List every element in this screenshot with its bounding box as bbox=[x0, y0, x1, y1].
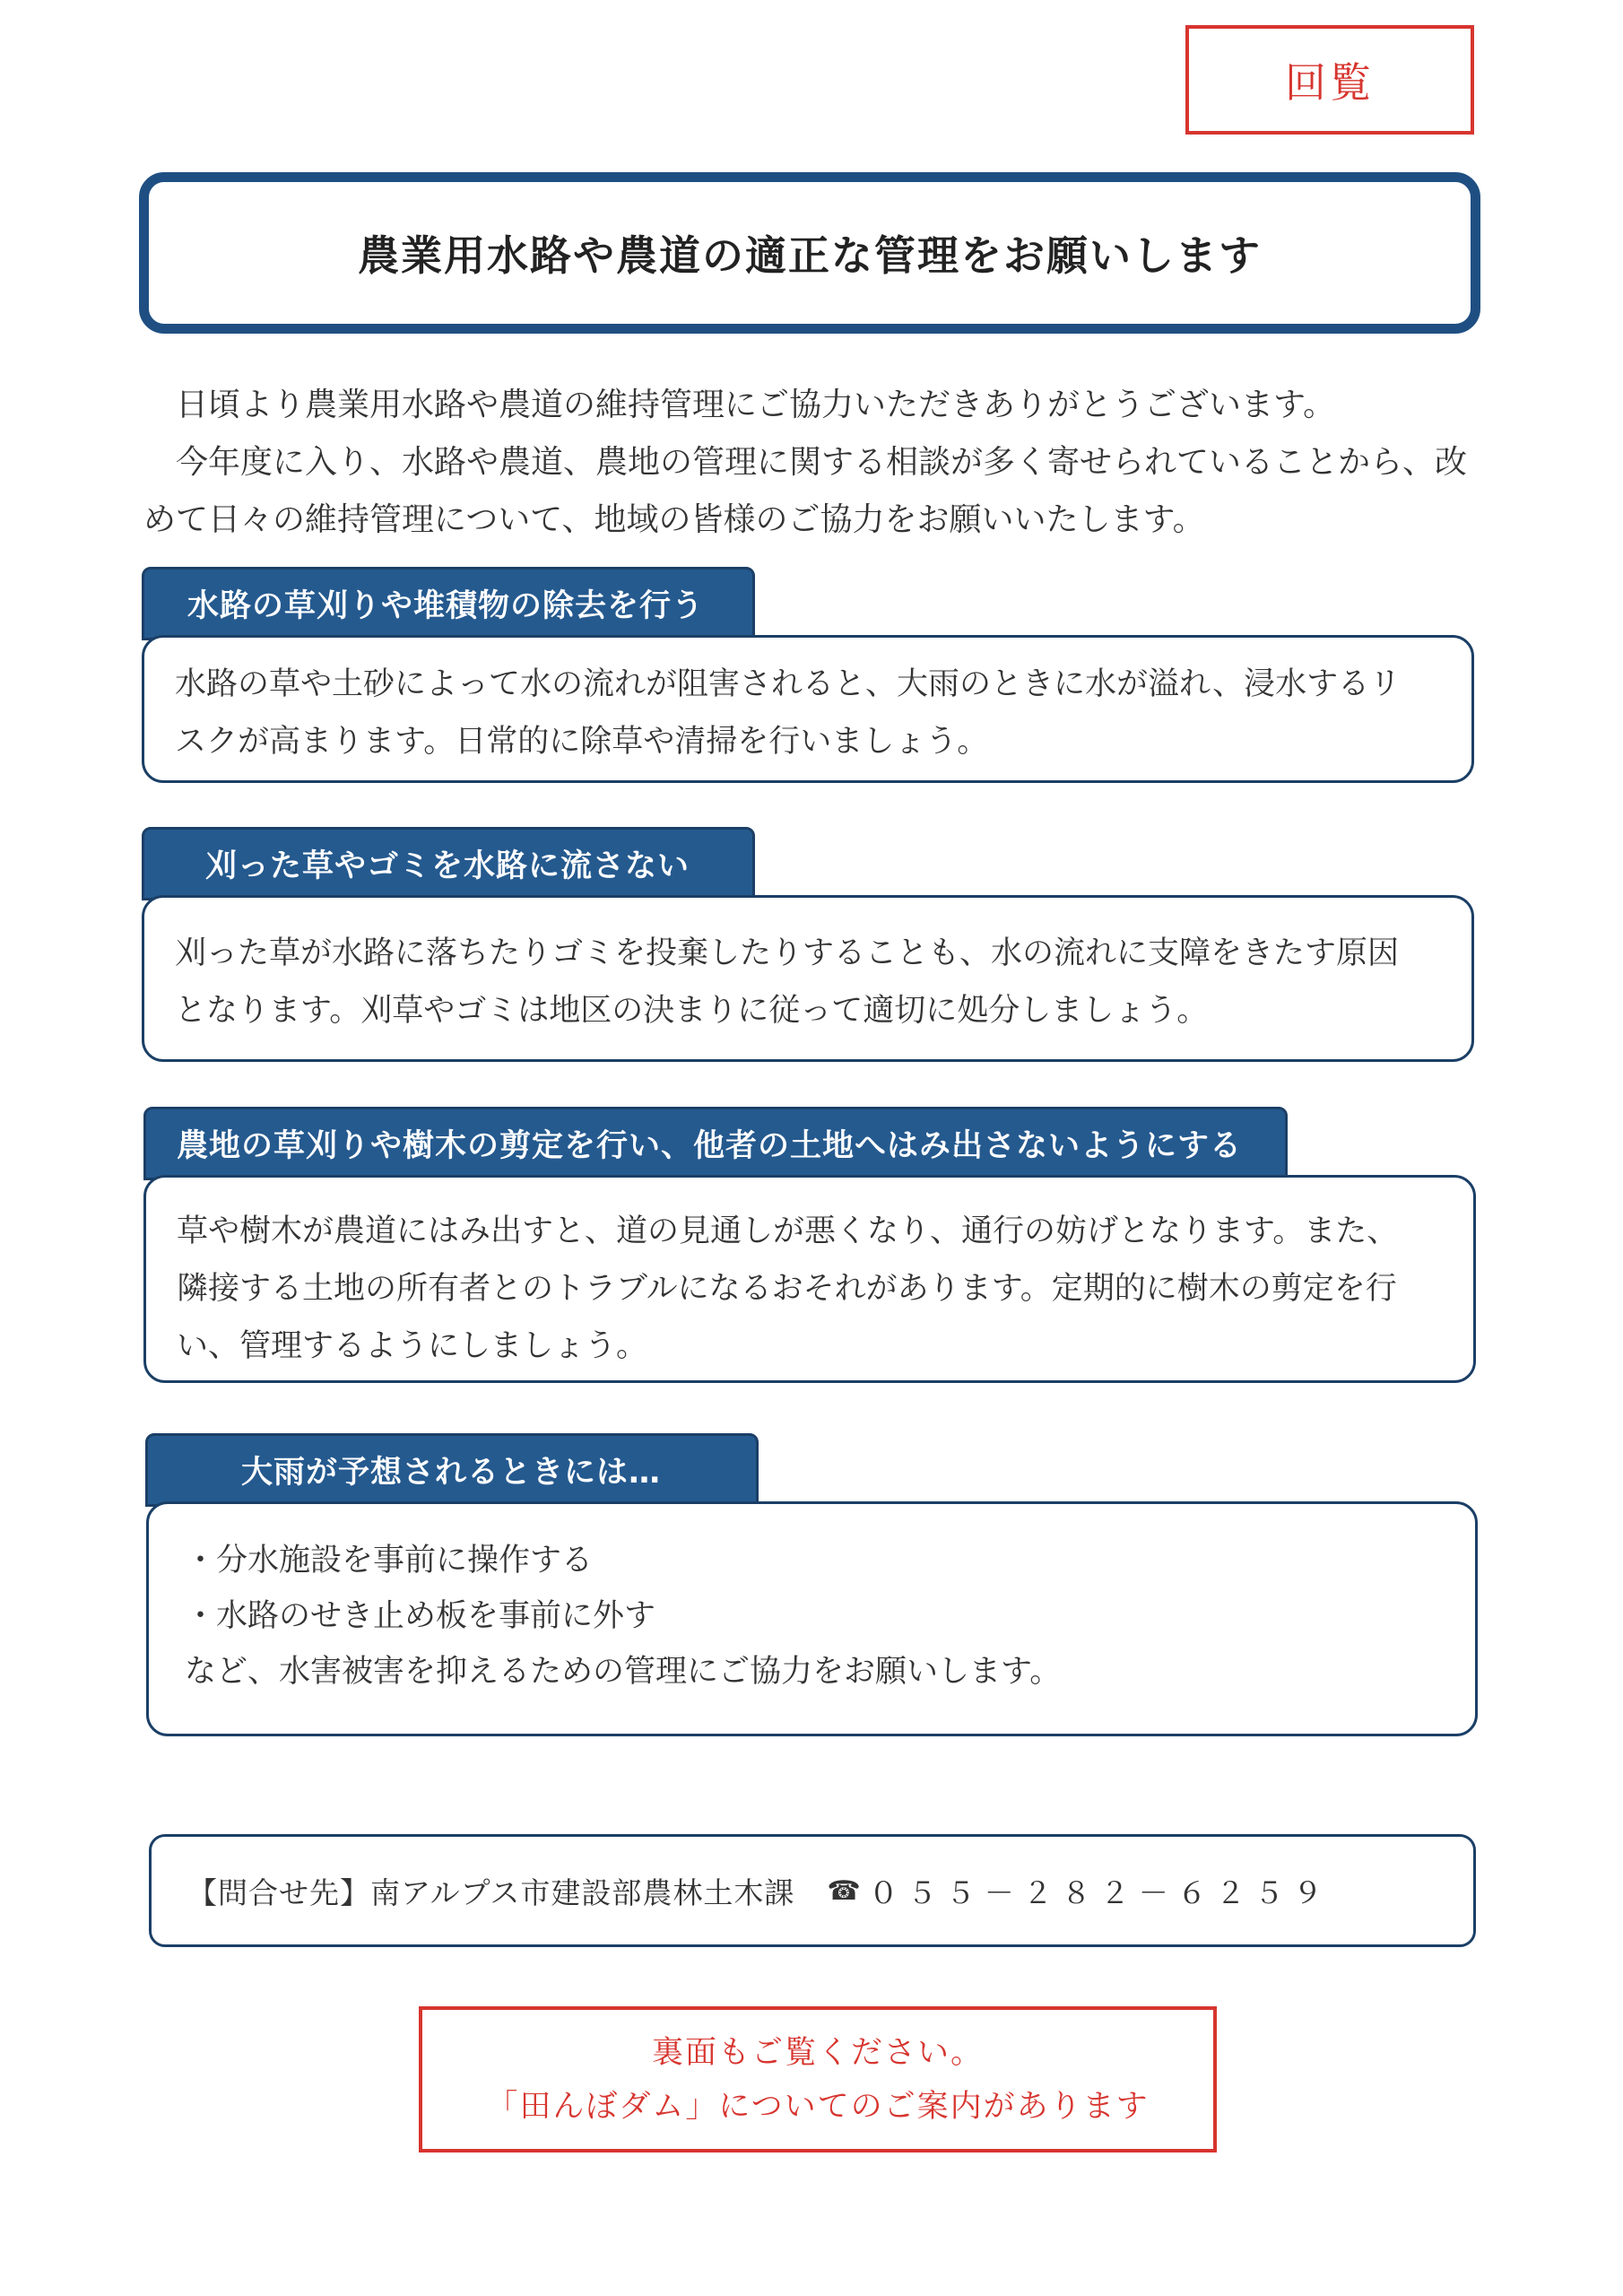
section-heading-waterway-maintenance bbox=[142, 567, 755, 640]
intro-line-1: 日頃より農業用水路や農道の維持管理にご協力いただきありがとうございます。 bbox=[176, 387, 1336, 423]
section-line: 水路の草や土砂によって水の流れが阻害されると、大雨のときに水が溢れ、浸水するリ bbox=[175, 666, 1402, 702]
page-title: 農業用水路や農道の適正な管理をお願いします bbox=[358, 231, 1262, 280]
intro-line-3: めて日々の維持管理について、地域の皆様のご協力をお願いいたします。 bbox=[143, 501, 1205, 538]
section-line: となります。刈草やゴミは地区の決まりに従って適切に処分しましょう。 bbox=[175, 993, 1209, 1029]
section-heading-label: 水路の草刈りや堆積物の除去を行う bbox=[187, 588, 705, 624]
intro-line-2: 今年度に入り、水路や農道、農地の管理に関する相談が多く寄せられていることから、改 bbox=[176, 444, 1468, 481]
inquiry-box bbox=[149, 1834, 1476, 1947]
section-line: ・分水施設を事前に操作する bbox=[185, 1543, 594, 1578]
section-line: ・水路のせき止め板を事前に外す bbox=[185, 1598, 656, 1634]
back-page-notice bbox=[419, 2006, 1217, 2152]
section-heading-tree-pruning bbox=[143, 1107, 1288, 1180]
section-line: スクが高まります。日常的に除草や清掃を行いましょう。 bbox=[175, 724, 989, 760]
section-card-no-dumping bbox=[142, 895, 1474, 1062]
section-heading-label: 農地の草刈りや樹木の剪定を行い、他者の土地へはみ出さないようにする bbox=[177, 1128, 1243, 1164]
circulation-stamp bbox=[1185, 25, 1474, 135]
section-heading-label: 刈った草やゴミを水路に流さない bbox=[205, 848, 690, 884]
section-card-waterway-maintenance bbox=[142, 635, 1474, 783]
section-line: 草や樹木が農道にはみ出すと、道の見通しが悪くなり、通行の妨げとなります。また、 bbox=[177, 1213, 1399, 1249]
telephone-icon: ☎ bbox=[827, 1874, 862, 1907]
section-heading-label: 大雨が予想されるときには… bbox=[241, 1455, 662, 1491]
section-line: 隣接する土地の所有者とのトラブルになるおそれがあります。定期的に樹木の剪定を行 bbox=[177, 1271, 1397, 1307]
section-card-heavy-rain bbox=[146, 1501, 1478, 1736]
stamp-label: 回覧 bbox=[1285, 58, 1375, 107]
notice-line-2: 「田んぼダム」についてのご案内があります bbox=[486, 2088, 1150, 2125]
notice-line-1: 裏面もご覧ください。 bbox=[651, 2034, 984, 2071]
section-line: など、水害被害を抑えるための管理にご協力をお願いします。 bbox=[185, 1654, 1062, 1690]
section-heading-no-dumping bbox=[142, 827, 755, 900]
title-box bbox=[139, 172, 1480, 334]
section-heading-heavy-rain bbox=[145, 1433, 759, 1507]
phone-number: ０５５－２８２－６２５９ bbox=[868, 1874, 1332, 1910]
section-line: 刈った草が水路に落ちたりゴミを投棄したりすることも、水の流れに支障をきたす原因 bbox=[175, 935, 1400, 971]
inquiry-label: 【問合せ先】南アルプス市建設部農林土木課 bbox=[187, 1874, 795, 1910]
intro-text bbox=[143, 377, 1480, 549]
section-line: い、管理するようにしましょう。 bbox=[177, 1328, 648, 1364]
section-card-tree-pruning bbox=[143, 1175, 1476, 1383]
